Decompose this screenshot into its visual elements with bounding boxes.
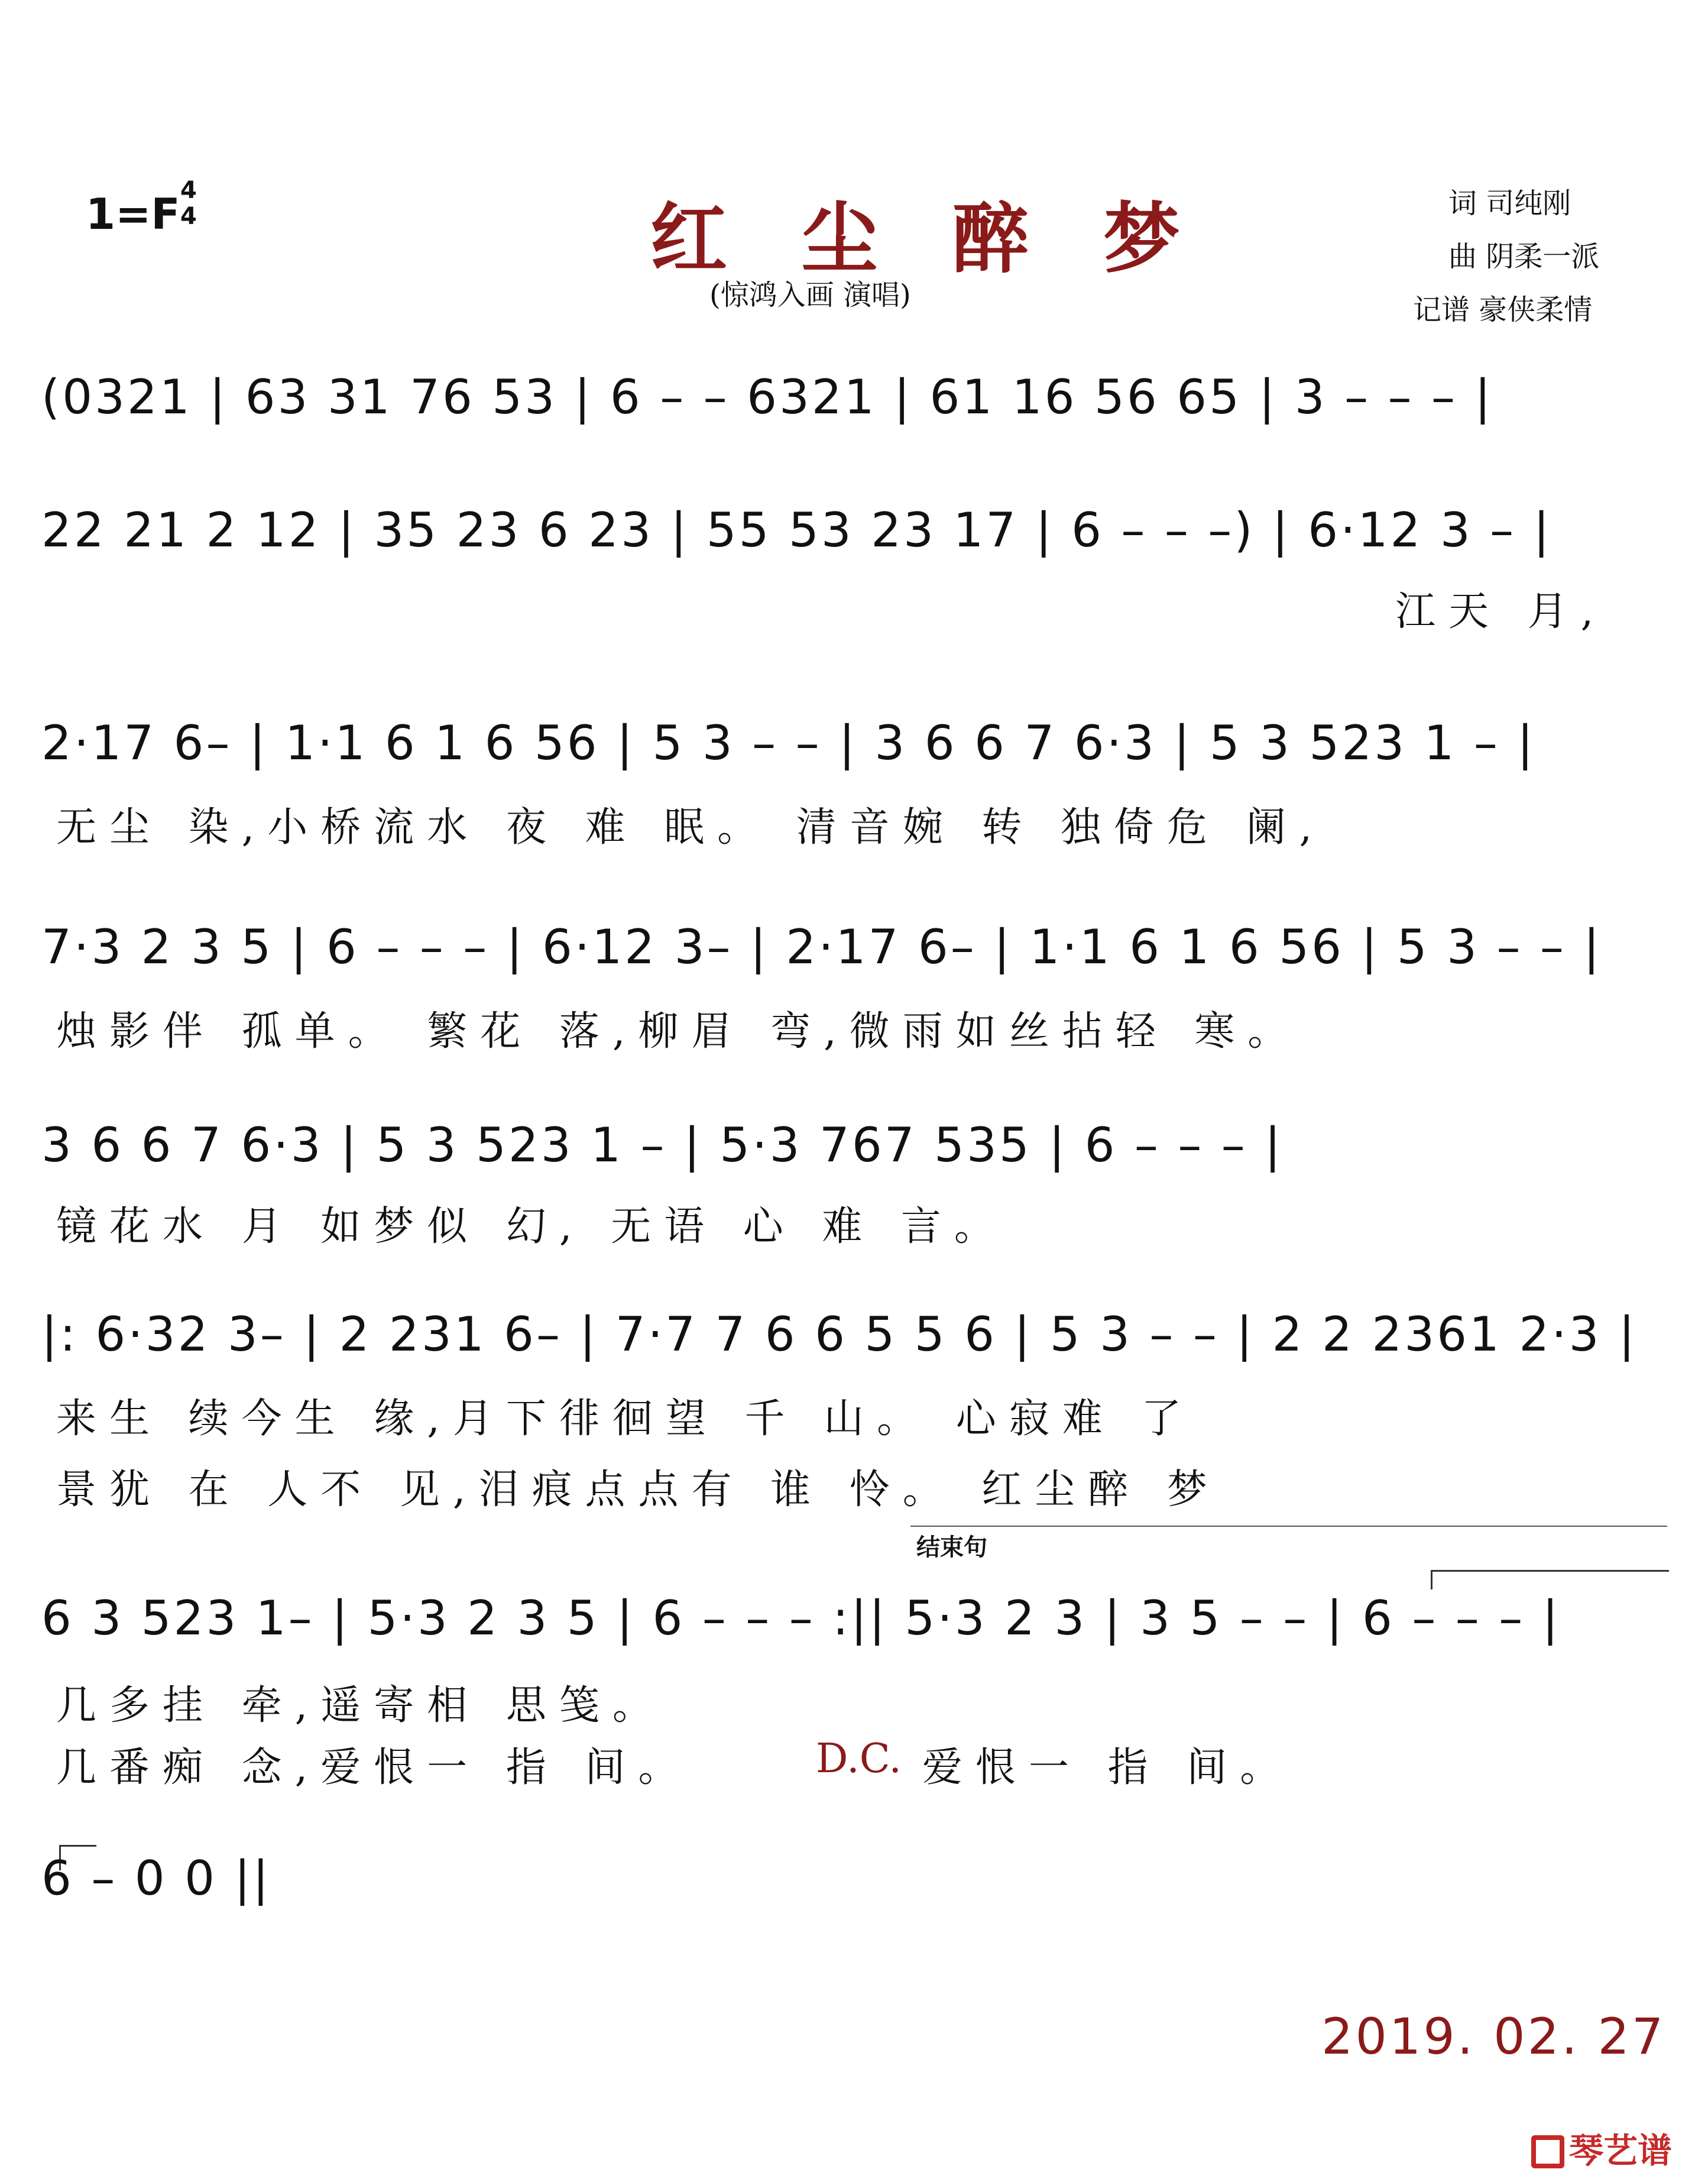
- ending-label: 结束句: [916, 1534, 987, 1561]
- dc-lyric: 爱恨一 指 间。: [922, 1744, 1294, 1791]
- score-system-7: 6 3 523 1– | 5·3 2 3 5 | 6 – – – :|| 5·3 2 3 | 3 5 – – | 6 – – – |: [41, 1591, 1561, 1646]
- score-system-1: (0321 | 63 31 76 53 | 6 – – 6321 | 61 16 56 65 | 3 – – – |: [41, 370, 1493, 425]
- score-system-6: |: 6·32 3– | 2 231 6– | 7·7 7 6 6 5 5 6 | 5 3 – – | 2 2 2361 2·3 |: [41, 1307, 1637, 1362]
- score-system-4: 7·3 2 3 5 | 6 – – – | 6·12 3– | 2·17 6– | 1·1 6 1 6 56 | 5 3 – – |: [41, 919, 1602, 974]
- lyric-line-8: 几番痴 念,爱恨一 指 间。: [56, 1744, 692, 1791]
- site-logo: [1531, 2123, 1672, 2172]
- time-signature-denominator: 4: [180, 203, 197, 230]
- lyric-line-4: 镜花水 月 如梦似 幻, 无语 心 难 言。: [56, 1203, 1007, 1250]
- lyric-line-2: 无尘 染,小桥流水 夜 难 眠。 清音婉 转 独倚危 阑,: [56, 804, 1325, 851]
- score-system-3: 2·17 6– | 1·1 6 1 6 56 | 5 3 – – | 3 6 6 7 6·3 | 5 3 523 1 – |: [41, 715, 1536, 770]
- lyricist-credit: 词 司纯刚: [1448, 187, 1571, 220]
- time-signature-numerator: 4: [180, 177, 197, 204]
- composer-credit: 曲 阴柔一派: [1448, 240, 1600, 273]
- lyric-line-3: 烛影伴 孤单。 繁花 落,柳眉 弯,微雨如丝拈轻 寒。: [56, 1008, 1301, 1055]
- transcriber-credit: 记谱 豪侠柔情: [1413, 293, 1593, 326]
- score-system-5: 3 6 6 7 6·3 | 5 3 523 1 – | 5·3 767 535 | 6 – – – |: [41, 1118, 1284, 1173]
- lyric-line-5: 来生 续今生 缘,月下徘徊望 千 山。 心寂难 了: [56, 1396, 1195, 1442]
- score-system-2: 22 21 2 12 | 35 23 6 23 | 55 53 23 17 | 6 – – –) | 6·12 3 – |: [41, 503, 1552, 558]
- logo-text: 琴艺谱: [1569, 2131, 1673, 2171]
- key-signature: 1=F: [86, 189, 180, 239]
- logo-mark-icon: [1531, 2135, 1564, 2168]
- date-stamp: 2019. 02. 27: [1321, 2008, 1666, 2065]
- dc-marker: D.C.: [816, 1736, 902, 1782]
- song-title: 红 尘 醉 梦: [650, 193, 1204, 284]
- time-signature: [180, 177, 197, 229]
- volta-bracket: [1431, 1570, 1669, 1589]
- ending-separator: [910, 1526, 1667, 1527]
- lyric-line-6: 景犹 在 人不 见,泪痕点点有 谁 怜。 红尘醉 梦: [56, 1466, 1220, 1513]
- lyric-line-1: 江天 月,: [1395, 588, 1607, 635]
- lyric-line-7: 几多挂 牵,遥寄相 思笺。: [56, 1682, 666, 1729]
- performer-note: (惊鸿入画 演唱): [709, 279, 911, 312]
- score-system-8: 6 – 0 0 ||: [41, 1851, 271, 1906]
